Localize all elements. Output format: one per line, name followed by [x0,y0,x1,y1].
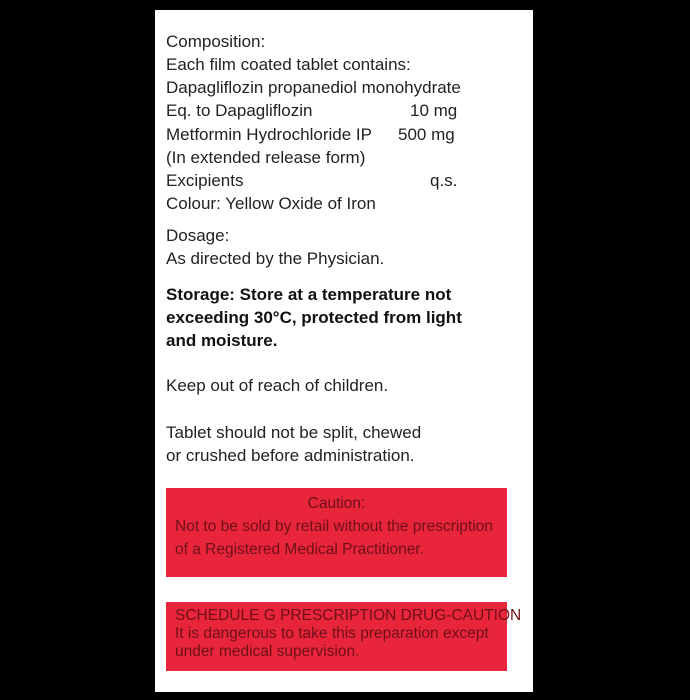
composition-intro: Each film coated tablet contains: [166,55,411,74]
dosage-text: As directed by the Physician. [166,249,385,268]
composition-eq-label: Eq. to Dapagliflozin [166,101,313,120]
composition-colour: Colour: Yellow Oxide of Iron [166,194,376,213]
composition-excipients-label: Excipients [166,171,244,190]
composition-heading: Composition: [166,32,266,51]
storage-line-2: exceeding 30°C, protected from light [166,308,462,327]
tablet-note-line-2: or crushed before administration. [166,446,415,465]
storage-line-1: Storage: Store at a temperature not [166,285,452,304]
caution-title: Caution: [307,495,366,512]
caution-line-1: Not to be sold by retail without the prescription [175,518,493,535]
keep-out-notice: Keep out of reach of children. [166,376,389,395]
composition-line-dapagliflozin: Dapagliflozin propanediol monohydrate [166,78,461,97]
schedule-g-box [166,602,522,671]
composition-release-form: (In extended release form) [166,148,366,167]
caution-box [166,488,507,577]
composition-excipients-value: q.s. [430,171,458,190]
schedule-g-line-2: under medical supervision. [175,643,360,660]
dosage-heading: Dosage: [166,226,230,245]
composition-eq-value: 10 mg [410,101,458,120]
tablet-note-line-1: Tablet should not be split, chewed [166,423,422,442]
schedule-g-line-1: It is dangerous to take this preparation except [175,625,489,642]
schedule-g-title: SCHEDULE G PRESCRIPTION DRUG-CAUTION [175,607,522,624]
composition-metformin-value: 500 mg [398,125,455,144]
storage-line-3: and moisture. [166,331,278,350]
composition-metformin-label: Metformin Hydrochloride IP [166,125,372,144]
caution-line-2: of a Registered Medical Practitioner. [175,541,424,558]
medicine-label [155,10,533,692]
